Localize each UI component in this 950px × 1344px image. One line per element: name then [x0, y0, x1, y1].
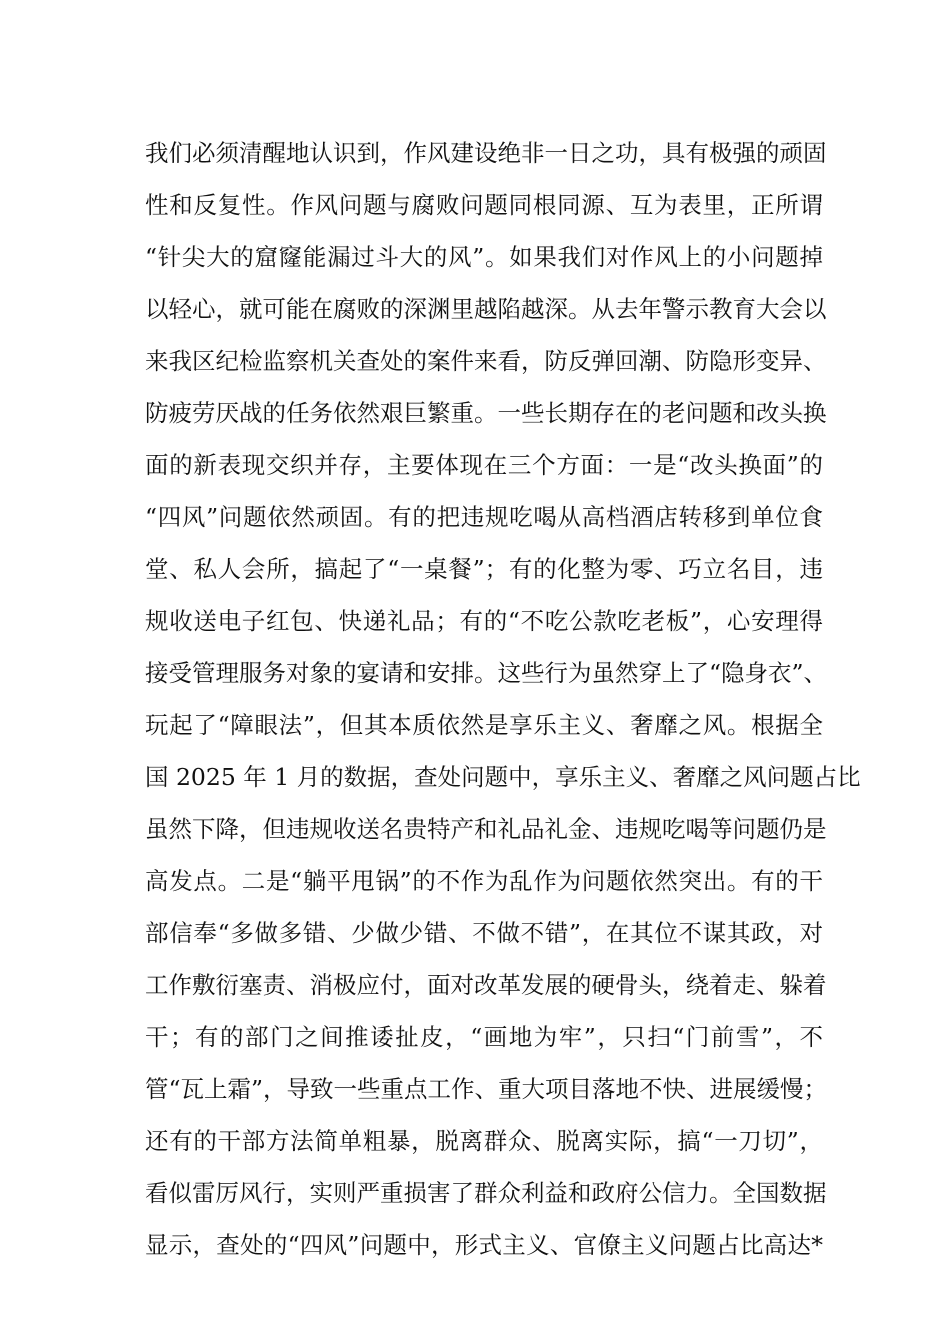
text-line: 显示，查处的“四风”问题中，形式主义、官僚主义问题占比高达*: [145, 1231, 823, 1259]
text-line: 国 2025 年 1 月的数据，查处问题中，享乐主义、奢靡之风问题占比: [145, 763, 861, 791]
text-line: 玩起了“障眼法”，但其本质依然是享乐主义、奢靡之风。根据全: [145, 711, 823, 739]
text-line: 面的新表现交织并存，主要体现在三个方面：一是“改头换面”的: [145, 451, 823, 479]
text-line: “针尖大的窟窿能漏过斗大的风”。如果我们对作风上的小问题掉: [145, 243, 823, 271]
text-line: 防疲劳厌战的任务依然艰巨繁重。一些长期存在的老问题和改头换: [145, 399, 827, 427]
text-line: 管“瓦上霜”，导致一些重点工作、重大项目落地不快、进展缓慢；: [145, 1075, 828, 1103]
text-line: 来我区纪检监察机关查处的案件来看，防反弹回潮、防隐形变异、: [145, 347, 827, 375]
text-line: 接受管理服务对象的宴请和安排。这些行为虽然穿上了“隐身衣”、: [145, 659, 828, 687]
text-line: 工作敷衍塞责、消极应付，面对改革发展的硬骨头，绕着走、躲着: [145, 971, 827, 999]
document-body: [145, 127, 861, 1271]
text-line: 规收送电子红包、快递礼品；有的“不吃公款吃老板”，心安理得: [145, 607, 823, 635]
text-line: 干；有的部门之间推诿扯皮，“画地为牢”，只扫“门前雪”，不: [145, 1023, 823, 1051]
text-line: 以轻心，就可能在腐败的深渊里越陷越深。从去年警示教育大会以: [145, 295, 827, 323]
text-line: 性和反复性。作风问题与腐败问题同根同源、互为表里，正所谓: [145, 191, 823, 219]
text-line: 堂、私人会所，搞起了“一桌餐”；有的化整为零、巧立名目，违: [145, 555, 823, 583]
text-line: “四风”问题依然顽固。有的把违规吃喝从高档酒店转移到单位食: [145, 503, 823, 531]
text-line: 我们必须清醒地认识到，作风建设绝非一日之功，具有极强的顽固: [145, 139, 827, 167]
text-line: 部信奉“多做多错、少做少错、不做不错”，在其位不谋其政，对: [145, 919, 823, 947]
text-line: 虽然下降，但违规收送名贵特产和礼品礼金、违规吃喝等问题仍是: [145, 815, 827, 843]
text-line: 还有的干部方法简单粗暴，脱离群众、脱离实际，搞“一刀切”，: [145, 1127, 823, 1155]
text-line: 看似雷厉风行，实则严重损害了群众利益和政府公信力。全国数据: [145, 1179, 827, 1207]
text-line: 高发点。二是“躺平甩锅”的不作为乱作为问题依然突出。有的干: [145, 867, 823, 895]
